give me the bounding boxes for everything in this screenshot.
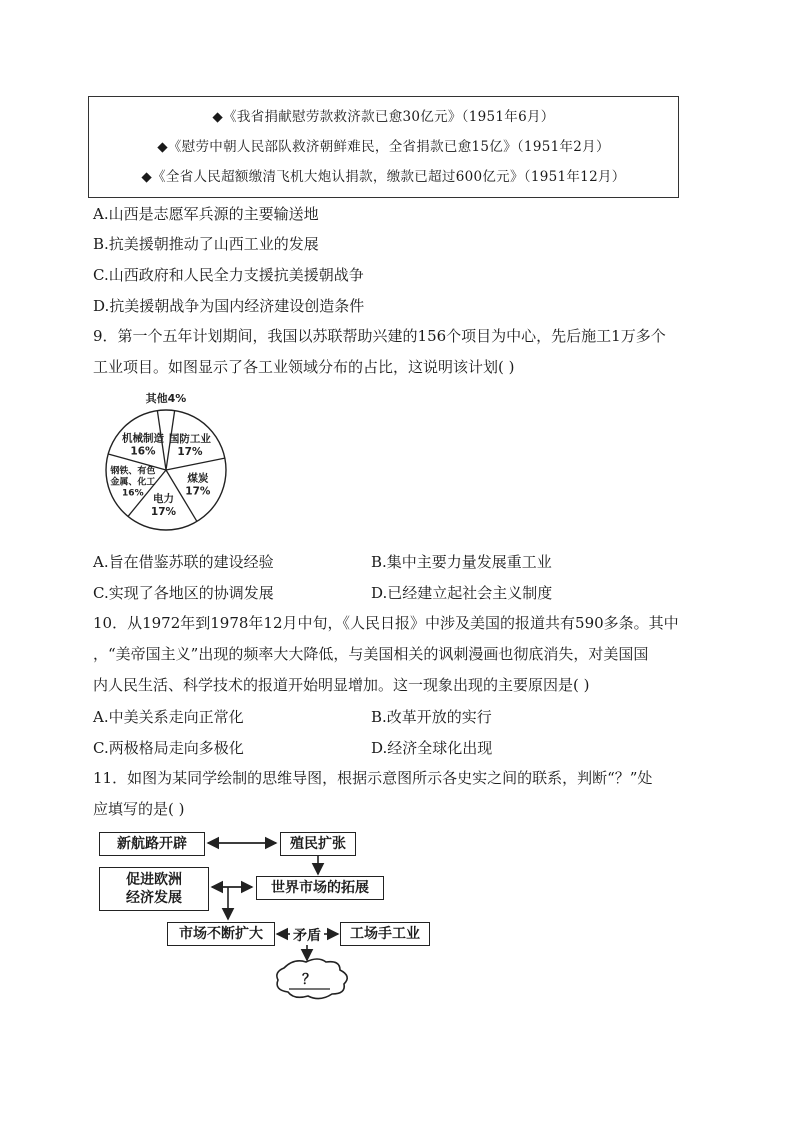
q9-option-d: D.已经建立起社会主义制度 bbox=[371, 584, 553, 602]
q11-stem-line-1: 11．如图为某同学绘制的思维导图，根据示意图所示各史实之间的联系，判断“？”处 bbox=[93, 769, 653, 787]
material-line-2: ◆《慰劳中朝人民部队救济朝鲜难民，全省捐款已愈15亿》（1951年2月） bbox=[157, 139, 610, 155]
material-line-1: ◆《我省捐献慰劳款救济款已愈30亿元》（1951年6月） bbox=[212, 109, 555, 125]
node-promote-line-2: 经济发展 bbox=[126, 890, 182, 906]
pie-label-coal: 煤炭 17% bbox=[185, 472, 211, 498]
q9-stem-line-2: 工业项目。如图显示了各工业领域分布的占比，这说明该计划( ) bbox=[93, 358, 515, 376]
node-workshop-handicraft: 工场手工业 bbox=[340, 922, 430, 946]
q8-option-a: A.山西是志愿军兵源的主要输送地 bbox=[93, 205, 319, 223]
pie-label-machinery: 机械制造 16% bbox=[122, 432, 164, 458]
q9-option-c: C.实现了各地区的协调发展 bbox=[93, 584, 274, 602]
q10-option-d: D.经济全球化出现 bbox=[371, 739, 493, 757]
q10-option-c: C.两极格局走向多极化 bbox=[93, 739, 244, 757]
material-line-3: ◆《全省人民超额缴清飞机大炮认捐款，缴款已超过600亿元》（1951年12月） bbox=[141, 169, 626, 185]
node-new-route: 新航路开辟 bbox=[99, 832, 205, 856]
q8-option-c: C.山西政府和人民全力支援抗美援朝战争 bbox=[93, 266, 364, 284]
q10-stem-line-3: 内人民生活、科学技术的报道开始明显增加。这一现象出现的主要原因是( ) bbox=[93, 676, 590, 694]
q10-stem-line-2: ，“美帝国主义”出现的频率大大降低，与美国相关的讽刺漫画也彻底消失，对美国国 bbox=[93, 645, 649, 663]
question-mark: ？ bbox=[302, 972, 316, 988]
pie-label-steel: 钢铁、有色金属、化工 16% bbox=[110, 466, 156, 499]
q9-stem-line-1: 9．第一个五年计划期间，我国以苏联帮助兴建的156个项目为中心，先后施工1万多个 bbox=[93, 327, 666, 345]
pie-label-defense: 国防工业 17% bbox=[168, 433, 211, 459]
q10-stem-line-1: 10．从1972年到1978年12月中旬，《人民日报》中涉及美国的报道共有590多条。其中 bbox=[93, 614, 679, 632]
node-colonial-expansion: 殖民扩张 bbox=[280, 832, 356, 856]
node-promote-line-1: 促进欧洲 bbox=[126, 872, 182, 888]
node-world-market-expansion: 世界市场的拓展 bbox=[256, 876, 384, 900]
pie-label-other: 其他4% bbox=[145, 392, 187, 405]
q9-option-b: B.集中主要力量发展重工业 bbox=[371, 553, 552, 571]
node-market-expand: 市场不断扩大 bbox=[167, 922, 275, 946]
q9-option-a: A.旨在借鉴苏联的建设经验 bbox=[93, 553, 274, 571]
pie-label-power: 电力 17% bbox=[150, 493, 177, 519]
q10-option-a: A.中美关系走向正常化 bbox=[93, 708, 244, 726]
q8-option-b: B.抗美援朝推动了山西工业的发展 bbox=[93, 235, 319, 253]
node-promote-europe-economy bbox=[99, 867, 209, 911]
q10-option-b: B.改革开放的实行 bbox=[371, 708, 492, 726]
conflict-label: 矛盾 bbox=[291, 925, 323, 945]
q8-option-d: D.抗美援朝战争为国内经济建设创造条件 bbox=[93, 297, 365, 315]
q11-stem-line-2: 应填写的是( ) bbox=[93, 800, 185, 818]
